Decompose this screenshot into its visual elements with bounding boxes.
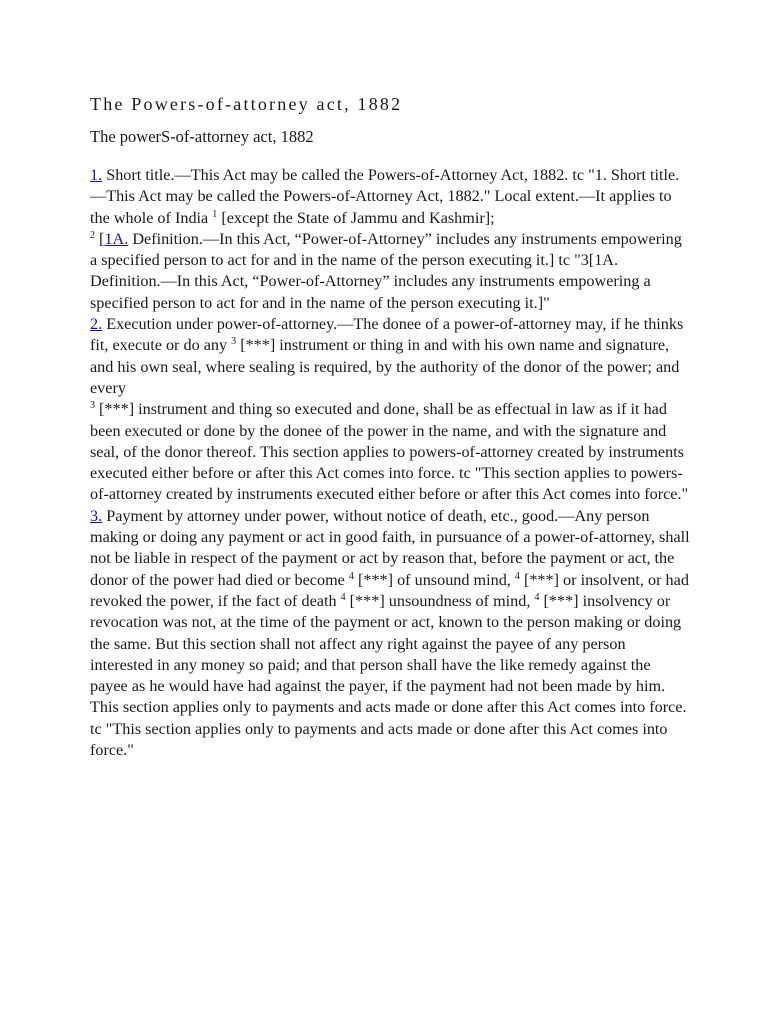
section-3-text-part5: [***] insolvency or revocation was not, at the time of the payment or act, known to the person making or doing the same. But this section shall not affect any right against the payee of any person interested in any money so paid; and that person shall have the like remedy against the payee as he would have had against the payer, if the payment had not been made by him. This section applies only to payments and acts made or done after this Act comes into force. tc "This section applies only to payments and acts made or done after this Act comes into force." <box>90 591 687 760</box>
section-1-link[interactable]: 1. <box>90 166 103 184</box>
document-body <box>90 165 690 761</box>
footnote-ref-4c: 4 <box>340 591 346 603</box>
document-page <box>90 92 690 761</box>
footnote-ref-4b: 4 <box>514 570 520 582</box>
document-title: The Powers-of-attorney act, 1882 <box>90 94 403 114</box>
section-3-text-part3: [***] or insolvent, or had revoked the power, if the fact of death <box>90 570 689 610</box>
section-3-text-part2: [***] of unsound mind, <box>353 570 515 589</box>
section-2-text-part3: [***] instrument and thing so executed and done, shall be as effectual in law as if it had been executed or done by the donee of the power in the name, and with the signature and seal, of the donor thereof. This section applies to powers-of-attorney created by instruments executed either before or after this Act comes into force. tc "This section applies to powers-of-attorney created by instruments executed either before or after this Act comes into force." <box>90 400 689 504</box>
footnote-ref-1: 1 <box>212 208 218 220</box>
footnote-ref-3a: 3 <box>231 336 237 348</box>
section-2-text-part1: Execution under power-of-attorney.—The donee of a power-of-attorney may, if he thinks fit, execute or do any <box>90 315 684 355</box>
section-1a-text: Definition.—In this Act, “Power-of-Attorney” includes any instruments empowering a specified person to act for and in the name of the person executing it.] tc "3[1A. Definition.—In this Act, “Power-of-Attorney” includes any instruments empowering a specified person to act for and in the name of the person executing it.]" <box>90 229 682 312</box>
footnote-ref-3b: 3 <box>90 400 95 412</box>
section-3-text-part1: Payment by attorney under power, without notice of death, etc., good.—Any person making or doing any payment or act in good faith, in pursuance of a power-of-attorney, shall not be liable in respect of the payment or act by reason that, before the payment or act, the donor of the power had died or become <box>90 506 690 589</box>
section-1a-link[interactable]: 1A. <box>104 229 129 248</box>
section-2-text-part2: [***] instrument or thing in and with his own name and signature, and his own seal, where sealing is required, by the authority of the donor of the power; and every <box>90 336 680 397</box>
footnote-ref-4a: 4 <box>348 570 354 582</box>
section-1a-bracket: [ <box>95 229 105 248</box>
section-1-text: Short title.—This Act may be called the Powers-of-Attorney Act, 1882. tc "1. Short title.—This Act may be called the Powers-of-Attorney Act, 1882." Local extent.—It applies to the whole of India <box>90 166 680 227</box>
document-subtitle: The powerS-of-attorney act, 1882 <box>90 127 314 146</box>
section-3-link[interactable]: 3. <box>90 506 103 525</box>
footnote-ref-4d: 4 <box>534 591 540 603</box>
section-2-link[interactable]: 2. <box>90 315 103 334</box>
section-1-tail: [except the State of Jammu and Kashmir]; <box>217 208 495 227</box>
section-3-text-part4: [***] unsoundness of mind, <box>345 591 535 610</box>
footnote-ref-2: 2 <box>90 229 95 241</box>
